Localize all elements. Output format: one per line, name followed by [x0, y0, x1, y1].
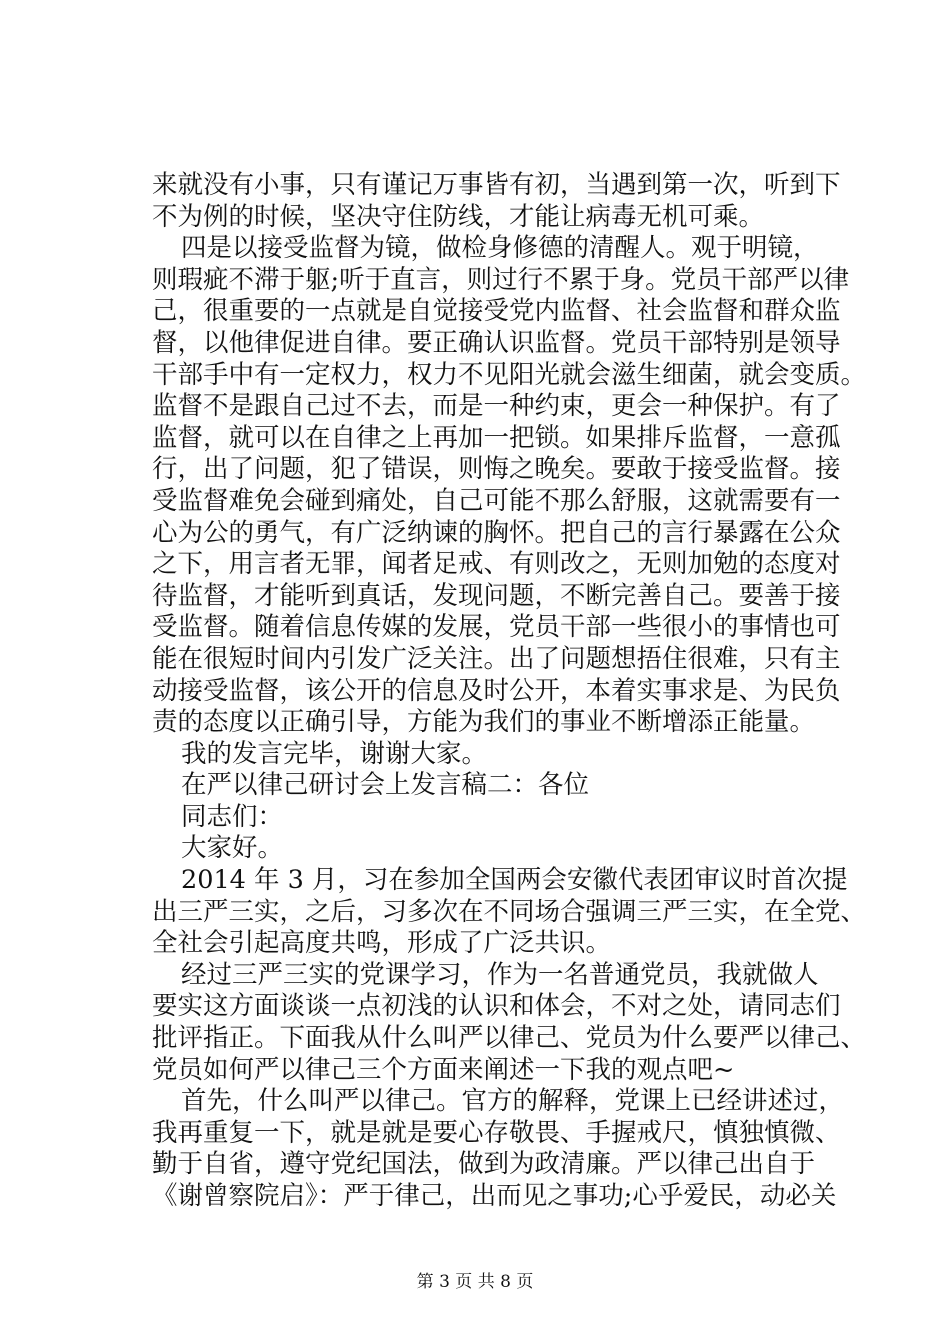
text-line: 我再重复一下，就是就是要心存敬畏、手握戒尺，慎独慎微、 — [152, 1117, 841, 1148]
text-line: 动接受监督，该公开的信息及时公开，本着实事求是、为民负 — [152, 675, 841, 706]
text-line: 党员如何严以律己三个方面来阐述一下我的观点吧~ — [152, 1054, 735, 1085]
text-line: 2014 年 3 月，习在参加全国两会安徽代表团审议时首次提 — [181, 865, 848, 896]
text-line: 在严以律己研讨会上发言稿二：各位 — [181, 770, 590, 801]
text-line: 行，出了问题，犯了错误，则悔之晚矣。要敢于接受监督。接 — [152, 454, 841, 485]
text-line: 我的发言完毕，谢谢大家。 — [181, 738, 488, 769]
text-line: 责的态度以正确引导，方能为我们的事业不断增添正能量。 — [152, 707, 816, 738]
text-line: 同志们： — [181, 801, 284, 832]
text-line: 来就没有小事，只有谨记万事皆有初，当遇到第一次，听到下 — [152, 170, 841, 200]
text-line: 能在很短时间内引发广泛关注。出了问题想捂住很难，只有主 — [152, 643, 841, 674]
text-line: 全社会引起高度共鸣，形成了广泛共识。 — [152, 928, 612, 959]
text-line: 之下，用言者无罪，闻者足戒、有则改之，无则加勉的态度对 — [152, 549, 841, 580]
text-line: 受监督难免会碰到痛处，自己可能不那么舒服，这就需要有一 — [152, 485, 841, 516]
text-line: 受监督。随着信息传媒的发展，党员干部一些很小的事情也可 — [152, 612, 841, 643]
text-line: 心为公的勇气，有广泛纳谏的胸怀。把自己的言行暴露在公众 — [152, 517, 841, 548]
text-line: 《谢曾察院启》：严于律己，出而见之事功;心乎爱民，动必关 — [152, 1181, 837, 1211]
text-line: 则瑕疵不滞于躯;听于直言，则过行不累于身。党员干部严以律 — [152, 264, 850, 295]
text-line: 己，很重要的一点就是自觉接受党内监督、社会监督和群众监 — [152, 296, 841, 327]
text-line: 不为例的时候，坚决守住防线，才能让病毒无机可乘。 — [152, 201, 765, 232]
text-line: 待监督，才能听到真话，发现问题，不断完善自己。要善于接 — [152, 580, 841, 611]
text-line: 监督不是跟自己过不去，而是一种约束，更会一种保护。有了 — [152, 391, 841, 422]
text-line: 要实这方面谈谈一点初浅的认识和体会，不对之处，请同志们 — [152, 991, 841, 1022]
text-line: 出三严三实，之后，习多次在不同场合强调三严三实，在全党、 — [152, 896, 867, 927]
page-footer: 第 3 页 共 8 页 — [416, 1272, 534, 1292]
text-line: 干部手中有一定权力，权力不见阳光就会滋生细菌，就会变质。 — [152, 359, 867, 390]
text-line: 督，以他律促进自律。要正确认识监督。党员干部特别是领导 — [152, 327, 841, 358]
text-line: 大家好。 — [181, 833, 284, 864]
text-line: 经过三严三实的党课学习，作为一名普通党员，我就做人 — [181, 959, 819, 990]
document-body — [152, 170, 867, 1213]
text-line: 勤于自省，遵守党纪国法，做到为政清廉。严以律己出自于 — [152, 1149, 816, 1180]
text-line: 四是以接受监督为镜，做检身修德的清醒人。观于明镜， — [181, 233, 819, 264]
text-line: 监督，就可以在自律之上再加一把锁。如果排斥监督，一意孤 — [152, 422, 841, 453]
text-line: 批评指正。下面我从什么叫严以律己、党员为什么要严以律己、 — [152, 1023, 867, 1054]
text-line: 首先，什么叫严以律己。官方的解释，党课上已经讲述过， — [181, 1086, 845, 1117]
